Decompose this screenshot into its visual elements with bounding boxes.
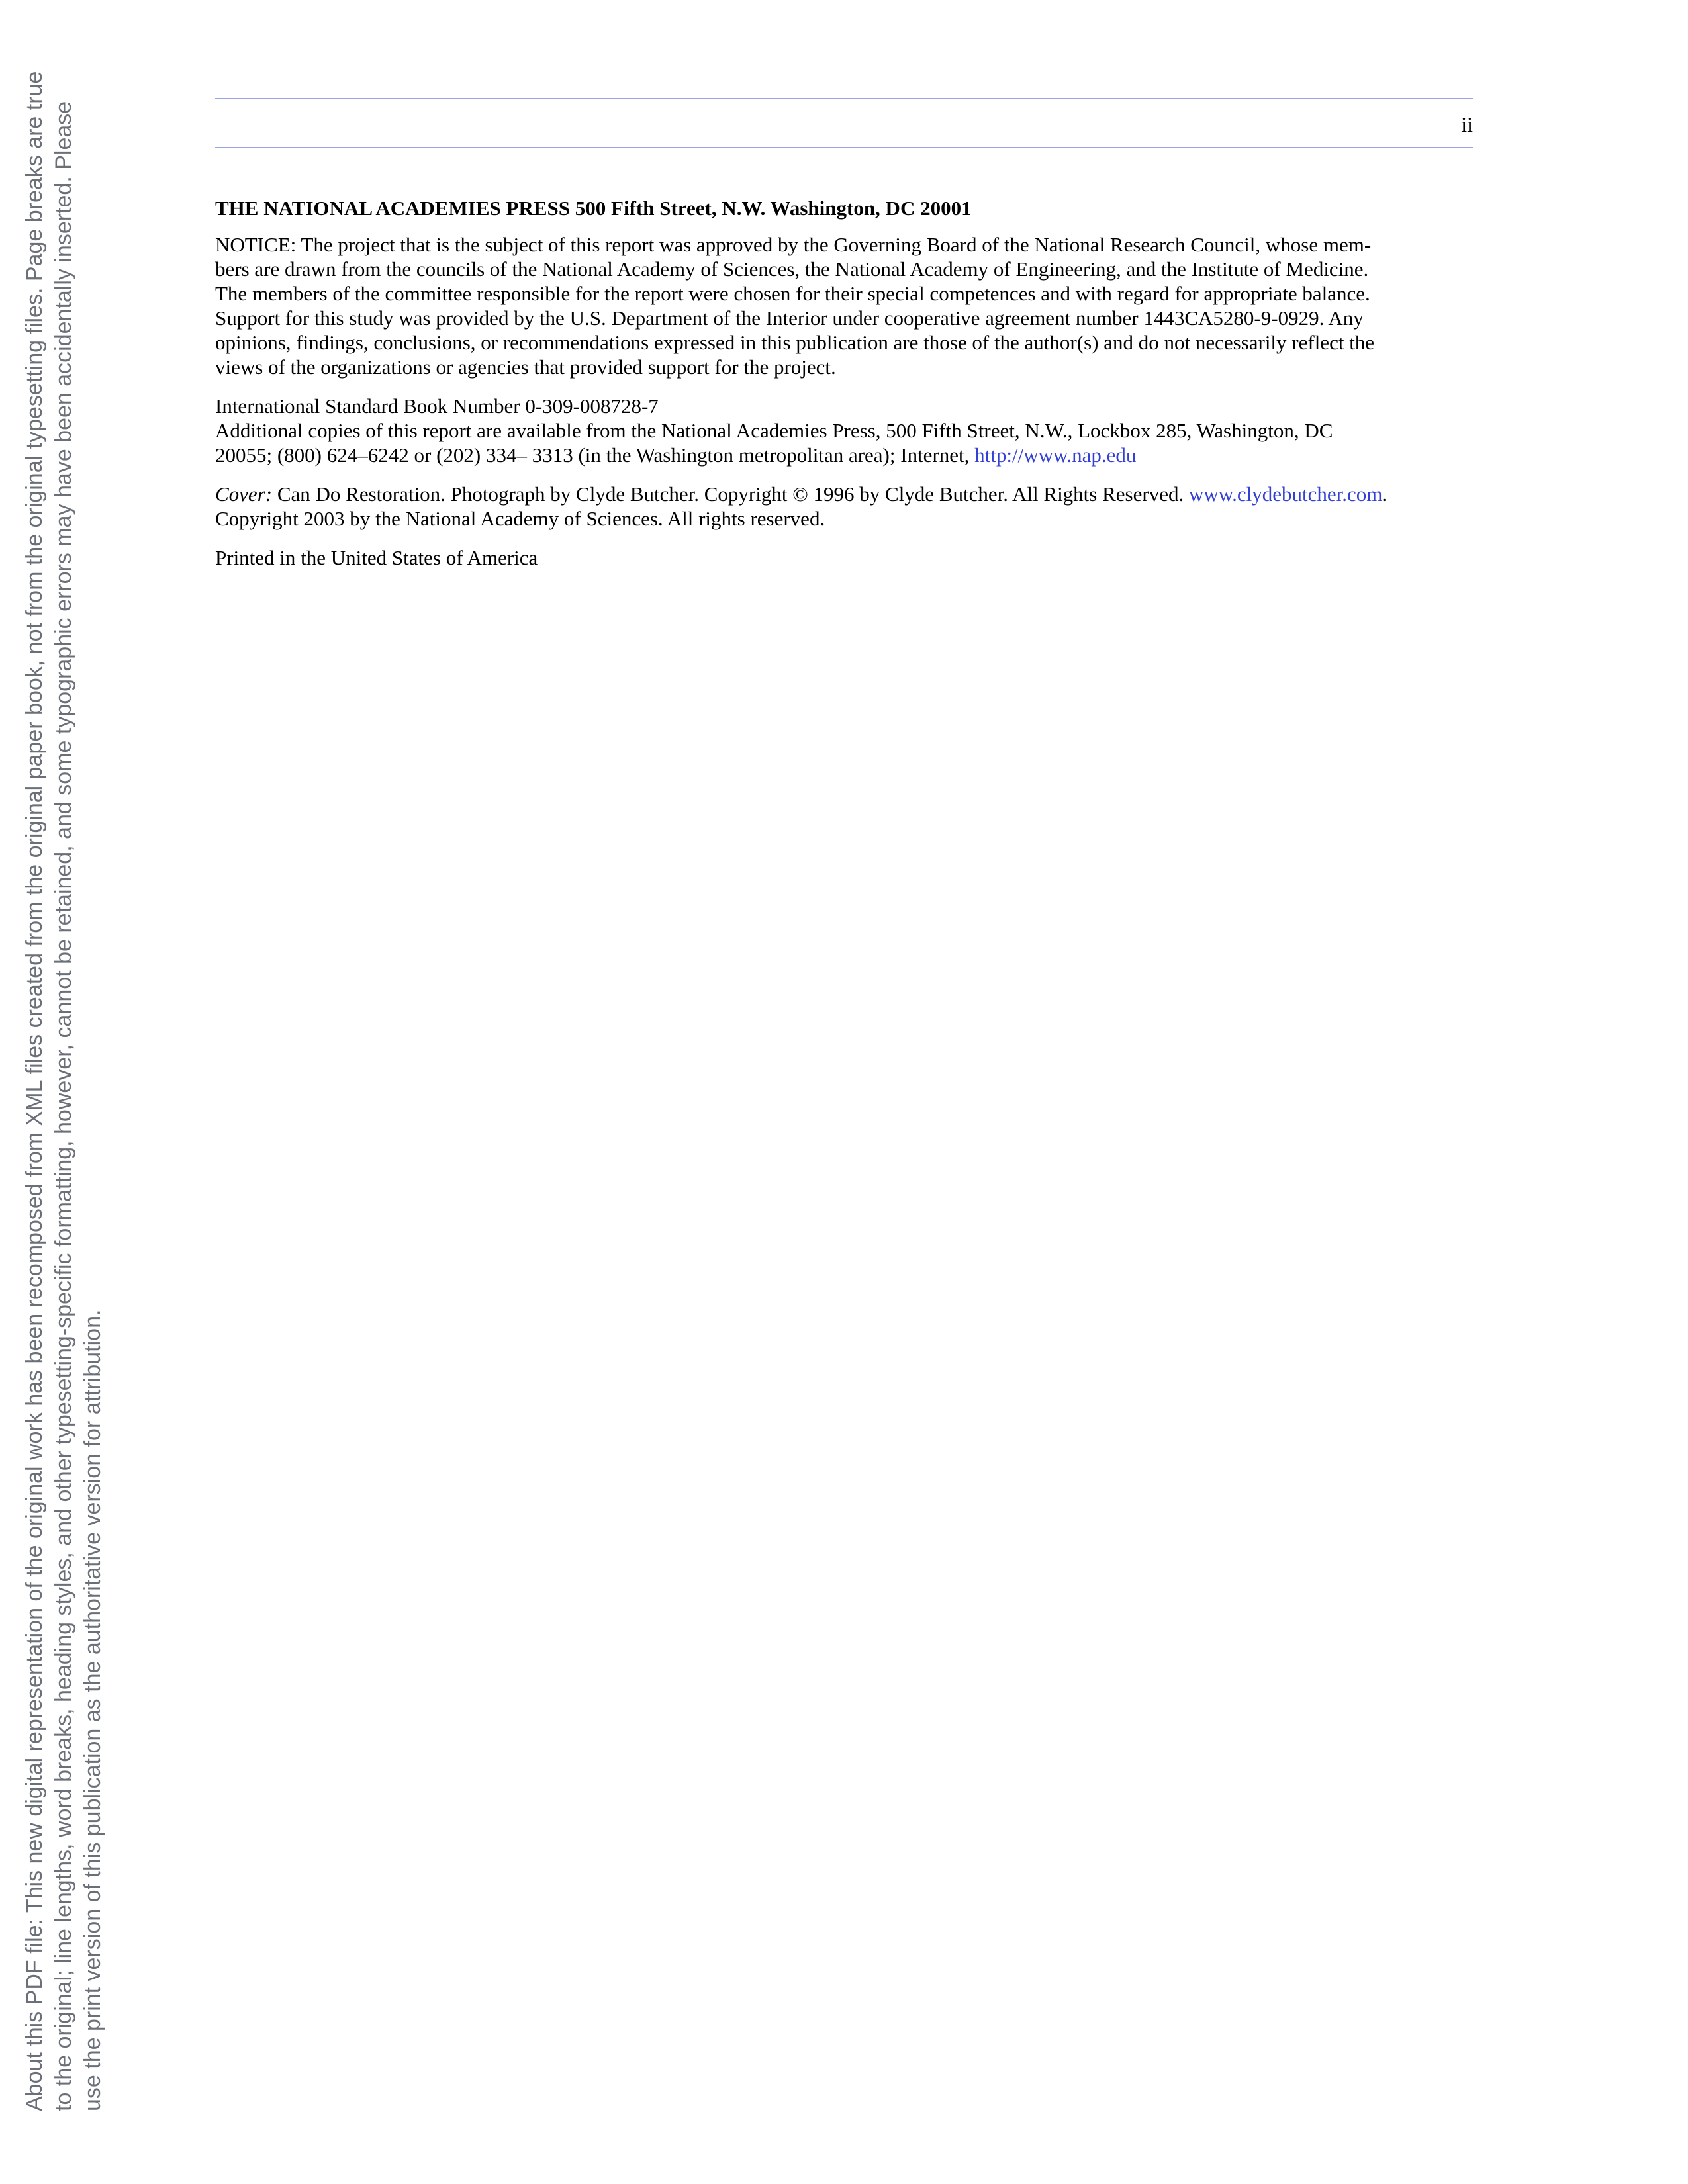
nap-link[interactable]: http://www.nap.edu	[974, 443, 1137, 467]
header-rule-top	[215, 98, 1473, 99]
cover-label: Cover:	[215, 482, 273, 506]
header-rule-bottom	[215, 147, 1473, 148]
clydebutcher-link[interactable]: www.clydebutcher.com	[1188, 482, 1383, 506]
notice-line: bers are drawn from the councils of the National Academy of Sciences, the National Academy of Engineering, and the Institute of Medicine.	[215, 257, 1369, 281]
publisher-address: THE NATIONAL ACADEMIES PRESS 500 Fifth Street, N.W. Washington, DC 20001	[215, 197, 972, 220]
pdf-about-notice-line: use the print version of this publication as the authoritative version for attribution.	[80, 1309, 105, 2111]
pdf-about-notice-line: About this PDF file: This new digital representation of the original work has been recomposed from XML files created from the original paper book, not from the original typesetting files. Page breaks are true	[22, 71, 47, 2111]
notice-line: Support for this study was provided by the U.S. Department of the Interior under cooperative agreement number 1443CA5280-9-0929. Any	[215, 306, 1364, 330]
page-number: ii	[1461, 113, 1473, 136]
cover-credit	[215, 482, 1473, 531]
pdf-about-notice-line: to the original; line lengths, word breaks, heading styles, and other typesetting-specific formatting, however, cannot be retained, and some typographic errors may have been accidentally inserted. Please	[51, 101, 76, 2111]
isbn-line: International Standard Book Number 0-309-008728-7	[215, 394, 659, 418]
notice-line: opinions, findings, conclusions, or recommendations expressed in this publication are those of the author(s) and do not necessarily reflect the	[215, 331, 1375, 354]
copyright-line: Copyright 2003 by the National Academy of Sciences. All rights reserved.	[215, 507, 825, 530]
isbn-and-ordering	[215, 394, 1473, 467]
cover-period: .	[1382, 482, 1388, 506]
copies-line: 20055; (800) 624–6242 or (202) 334– 3313 (in the Washington metropolitan area); Internet,	[215, 443, 970, 467]
copies-line: Additional copies of this report are available from the National Academies Press, 500 Fifth Street, N.W., Lockbox 285, Washington, DC	[215, 419, 1333, 442]
notice-line: NOTICE: The project that is the subject of this report was approved by the Governing Board of the National Research Council, whose mem-	[215, 233, 1372, 256]
notice-line: views of the organizations or agencies that provided support for the project.	[215, 355, 836, 379]
notice-paragraph	[215, 232, 1473, 379]
notice-line: The members of the committee responsible for the report were chosen for their special competences and with regard for appropriate balance.	[215, 282, 1370, 305]
pdf-about-notice	[20, 71, 106, 2111]
cover-credit-text: Can Do Restoration. Photograph by Clyde Butcher. Copyright © 1996 by Clyde Butcher. All Rights Reserved.	[277, 482, 1184, 506]
pdf-about-notice-text	[20, 71, 107, 2111]
printed-line: Printed in the United States of America	[215, 546, 538, 569]
page-content	[215, 196, 1473, 570]
